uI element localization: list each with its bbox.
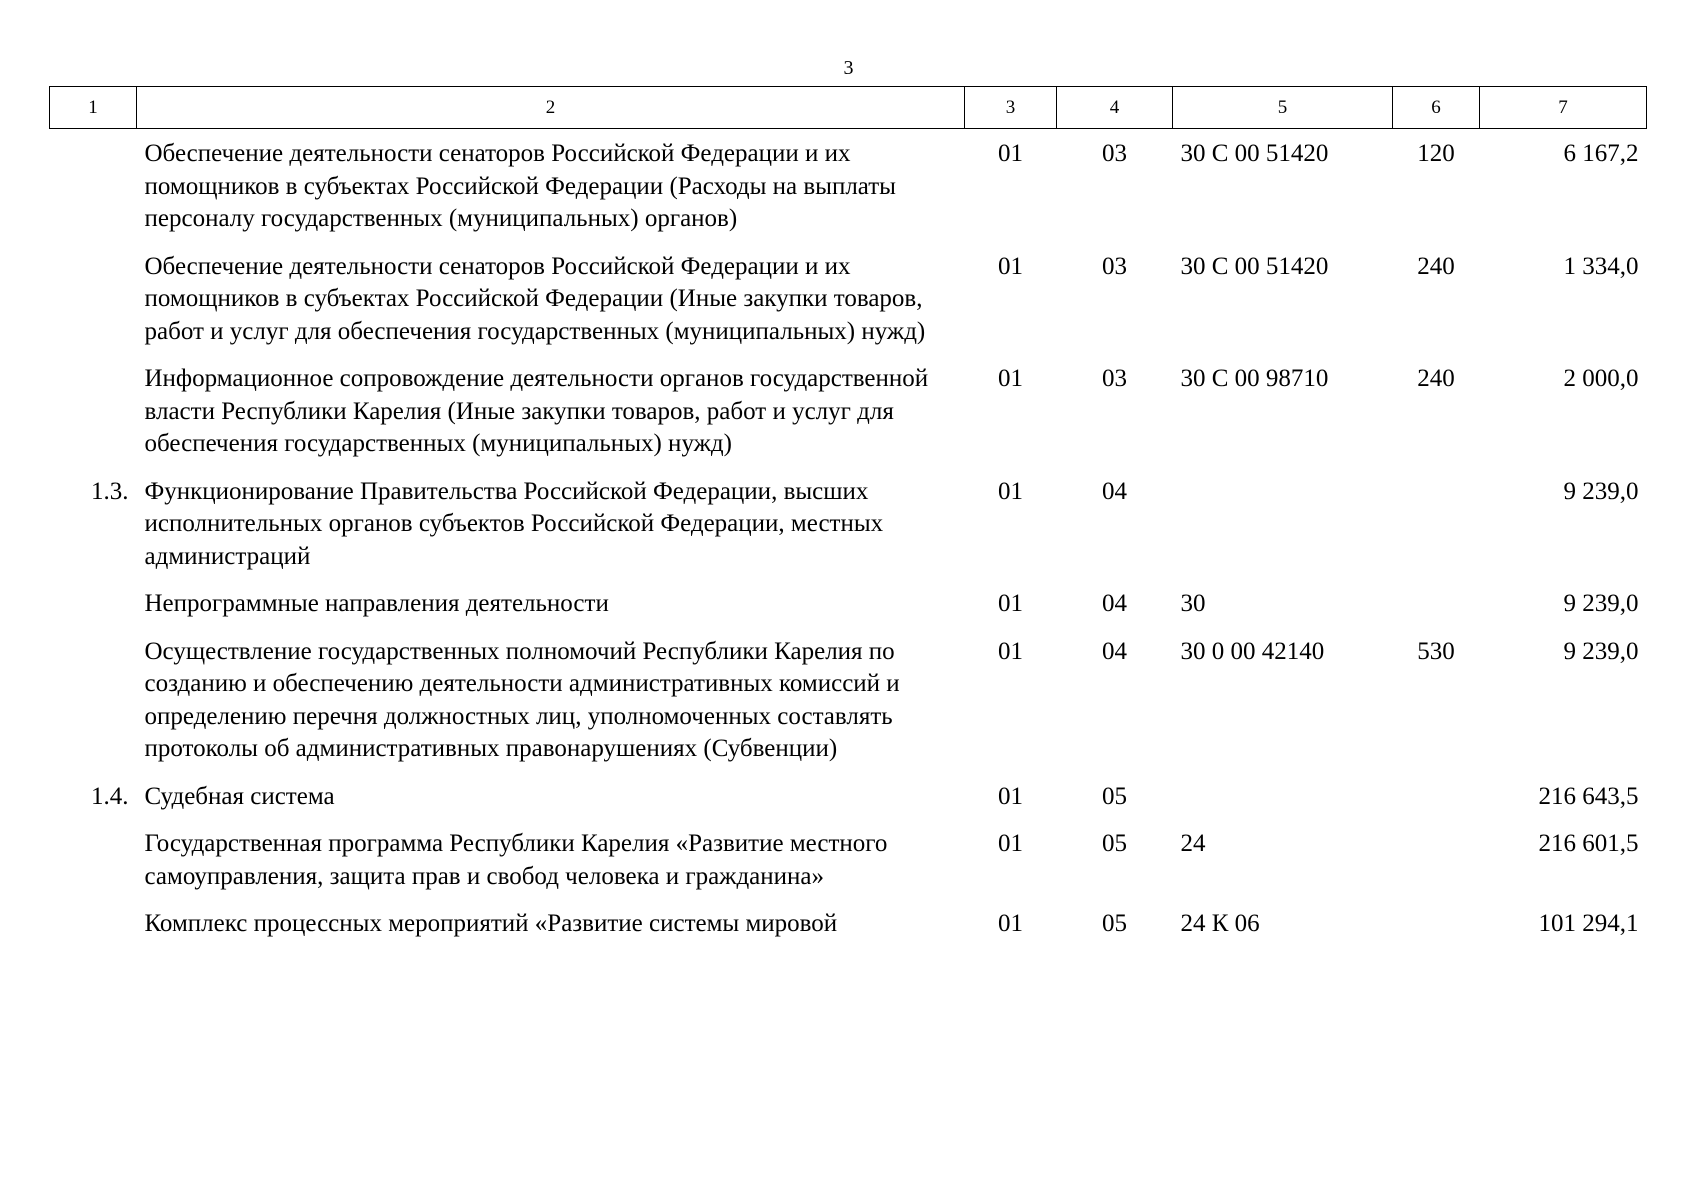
amount: 216 643,5 (1538, 782, 1639, 810)
page-number: 3 (843, 57, 854, 79)
section-code: 01 (998, 590, 1023, 617)
budget-table (49, 86, 1647, 947)
target-item-code: 30 (1180, 590, 1206, 617)
expense-name: Информационное сопровождение деятельности органов государственной власти Республики Карелия (Иные закупки товаров, работ и услуг для обеспечения государственных (муниципальных) нужд) (144, 365, 929, 457)
expense-type-code: 240 (1417, 252, 1455, 280)
expense-type-code (1393, 819, 1480, 899)
target-item-code: 24 (1180, 830, 1206, 857)
section-code: 01 (998, 365, 1023, 392)
subsection-code: 04 (1102, 590, 1127, 617)
table-row (50, 467, 1647, 580)
amount: 1 334,0 (1563, 252, 1639, 280)
amount: 2 000,0 (1563, 365, 1639, 392)
row-number (50, 579, 137, 627)
column-number-6: 6 (1393, 87, 1480, 129)
expense-type-code (1393, 772, 1480, 820)
amount: 9 239,0 (1563, 637, 1639, 665)
amount: 101 294,1 (1538, 910, 1639, 937)
expense-type-code: 530 (1417, 637, 1455, 665)
target-item-code: 30 С 00 51420 (1180, 252, 1329, 280)
section-code: 01 (998, 252, 1023, 280)
column-number-1: 1 (50, 87, 137, 129)
section-code: 01 (998, 140, 1023, 167)
target-item-code: 30 С 00 98710 (1180, 365, 1329, 392)
row-number (50, 819, 137, 899)
row-number (50, 354, 137, 467)
expense-type-code (1393, 579, 1480, 627)
expense-name: Осуществление государственных полномочий Республики Карелия по созданию и обеспечению деятельности административных комиссий и определению перечня должностных лиц, уполномоченных составлять протоколы об административных правонарушениях (Субвенции) (144, 637, 900, 762)
section-code: 01 (998, 830, 1023, 857)
expense-name: Непрограммные направления деятельности (144, 590, 609, 617)
target-item-code: 30 С 00 51420 (1180, 140, 1329, 167)
row-number (50, 129, 137, 242)
row-number (50, 627, 137, 772)
amount: 9 239,0 (1563, 590, 1639, 617)
subsection-code: 05 (1102, 910, 1127, 937)
row-number: 1.4. (91, 782, 129, 810)
amount: 216 601,5 (1538, 830, 1639, 857)
section-code: 01 (998, 477, 1023, 505)
target-item-code: 30 0 00 42140 (1180, 637, 1325, 665)
subsection-code: 05 (1102, 782, 1127, 810)
column-number-2: 2 (137, 87, 965, 129)
expense-type-code: 120 (1417, 140, 1455, 167)
amount: 6 167,2 (1563, 140, 1639, 167)
target-item-code (1173, 467, 1393, 580)
table-row (50, 899, 1647, 947)
expense-name: Обеспечение деятельности сенаторов Российской Федерации и их помощников в субъектах Российской Федерации (Расходы на выплаты персоналу государственных (муниципальных) органов) (144, 140, 896, 232)
row-number (50, 899, 137, 947)
expense-name: Обеспечение деятельности сенаторов Российской Федерации и их помощников в субъектах Российской Федерации (Иные закупки товаров, работ и услуг для обеспечения государственных (муниципальных) нужд) (144, 252, 926, 345)
expense-type-code (1393, 899, 1480, 947)
expense-name: Функционирование Правительства Российской Федерации, высших исполнительных органов субъектов Российской Федерации, местных администраций (144, 477, 884, 570)
target-item-code: 24 К 06 (1180, 910, 1260, 937)
expense-name: Государственная программа Республики Карелия «Развитие местного самоуправления, защита прав и свобод человека и гражданина» (144, 830, 888, 890)
subsection-code: 03 (1102, 365, 1127, 392)
table-row (50, 772, 1647, 820)
section-code: 01 (998, 637, 1023, 665)
row-number: 1.3. (91, 477, 129, 505)
column-number-4: 4 (1057, 87, 1173, 129)
expense-name: Комплекс процессных мероприятий «Развитие системы мировой (144, 910, 838, 937)
expense-type-code: 240 (1417, 365, 1455, 392)
column-number-5: 5 (1173, 87, 1393, 129)
section-code: 01 (998, 782, 1023, 810)
table-row (50, 579, 1647, 627)
subsection-code: 04 (1102, 637, 1127, 665)
table-row (50, 242, 1647, 355)
column-number-3: 3 (965, 87, 1057, 129)
table-row (50, 627, 1647, 772)
column-number-header-row (50, 87, 1647, 129)
amount: 9 239,0 (1563, 477, 1639, 505)
row-number (50, 242, 137, 355)
subsection-code: 04 (1102, 477, 1127, 505)
section-code: 01 (998, 910, 1023, 937)
subsection-code: 03 (1102, 140, 1127, 167)
column-number-7: 7 (1480, 87, 1647, 129)
expense-type-code (1393, 467, 1480, 580)
table-row (50, 819, 1647, 899)
expense-name: Судебная система (144, 782, 335, 810)
table-row (50, 354, 1647, 467)
table-row (50, 129, 1647, 242)
target-item-code (1173, 772, 1393, 820)
subsection-code: 05 (1102, 830, 1127, 857)
subsection-code: 03 (1102, 252, 1127, 280)
